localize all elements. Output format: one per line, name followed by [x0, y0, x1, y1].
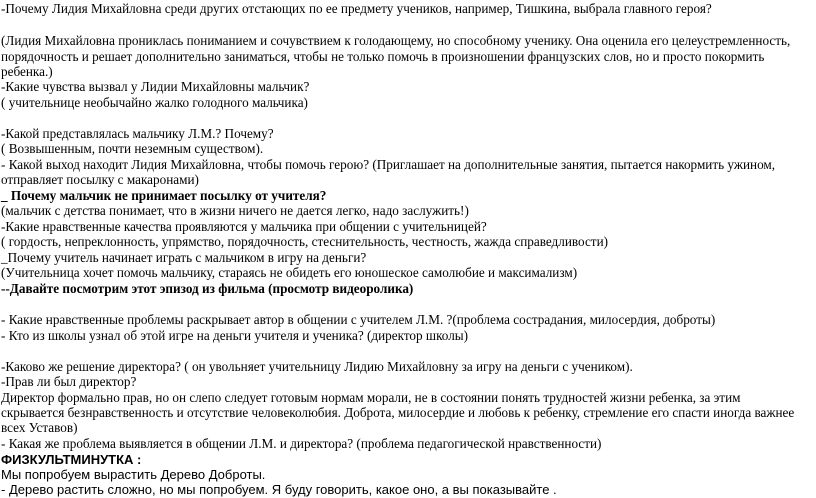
question-line: -Каково же решение директора? ( он увольняет учительницу Лидию Михайловну за игру на деньги с учеником).: [1, 359, 633, 374]
answer-line: ( гордость, непреклонность, упрямство, порядочность, стеснительность, честность, жажда справедливости): [1, 234, 609, 249]
question-line: - Кто из школы узнал об этой игре на деньги учителя и ученика? (директор школы): [1, 328, 469, 343]
question-line-bold: _ Почему мальчик не принимает посылку от учителя?: [1, 188, 327, 203]
question-line: -Какой представлялась мальчику Л.М.? Почему?: [1, 126, 274, 141]
answer-line: (Учительница хочет помочь мальчику, стараясь не обидеть его юношеское самолюбие и максимализм): [1, 265, 578, 280]
question-line: - Какие нравственные проблемы раскрывает автор в общении с учителем Л.М. ?(проблема сострадания, милосердия, доброты): [1, 312, 716, 327]
question-line: -Какие чувства вызвал у Лидии Михайловны мальчик?: [1, 79, 310, 94]
answer-line: ( Возвышенным, почти неземным существом).: [1, 141, 264, 156]
answer-line: скрывается безнравственность и отсутствие человеколюбия. Доброта, милосердие и любовь к ребенку, стремление его спасти иногда важнее: [1, 405, 795, 420]
question-line: _Почему учитель начинает играть с мальчиком в игру на деньги?: [1, 250, 367, 265]
answer-line: отправляет посылку с макаронами): [1, 172, 199, 187]
section-heading: ФИЗКУЛЬТМИНУТКА :: [1, 452, 142, 467]
answer-line: Директор формально прав, но он слепо следует готовым нормам морали, не в состоянии понять трудностей жизни ребенка, за этим: [1, 390, 741, 405]
question-line: - Какая же проблема выявляется в общении Л.М. и директора? (проблема педагогической нравственности): [1, 436, 602, 451]
answer-line: всех Уставов): [1, 420, 78, 435]
question-line: -Прав ли был директор?: [1, 374, 137, 389]
body-line: Мы попробуем вырастить Дерево Доброты.: [1, 467, 266, 482]
answer-line: ребенка.): [1, 64, 53, 79]
answer-line: (мальчик с детства понимает, что в жизни ничего не дается легко, надо заслужить!): [1, 203, 469, 218]
answer-line: (Лидия Михайловна прониклась пониманием и сочувствием к голодающему, но способному ученику. Она оценила его целеустремленность,: [1, 33, 791, 48]
instruction-line-bold: --Давайте посмотрим этот эпизод из фильма (просмотр видеоролика): [1, 281, 414, 296]
answer-line: ( учительнице необычайно жалко голодного мальчика): [1, 95, 308, 110]
question-line: - Какой выход находит Лидия Михайловна, чтобы помочь герою? (Приглашает на дополнительные занятия, пытается накормить ужином,: [1, 157, 776, 172]
question-line: -Почему Лидия Михайловна среди других отстающих по ее предмету учеников, например, Тишкина, выбрала главного героя?: [1, 1, 712, 16]
body-line: - Дерево растить сложно, но мы попробуем. Я буду говорить, какое оно, а вы показывайте .: [1, 482, 557, 497]
answer-line: порядочность и решает дополнительно заниматься, чтобы не только помочь в произношении французских слов, но и просто покормить: [1, 49, 765, 64]
question-line: -Какие нравственные качества проявляются у мальчика при общении с учительницей?: [1, 219, 487, 234]
